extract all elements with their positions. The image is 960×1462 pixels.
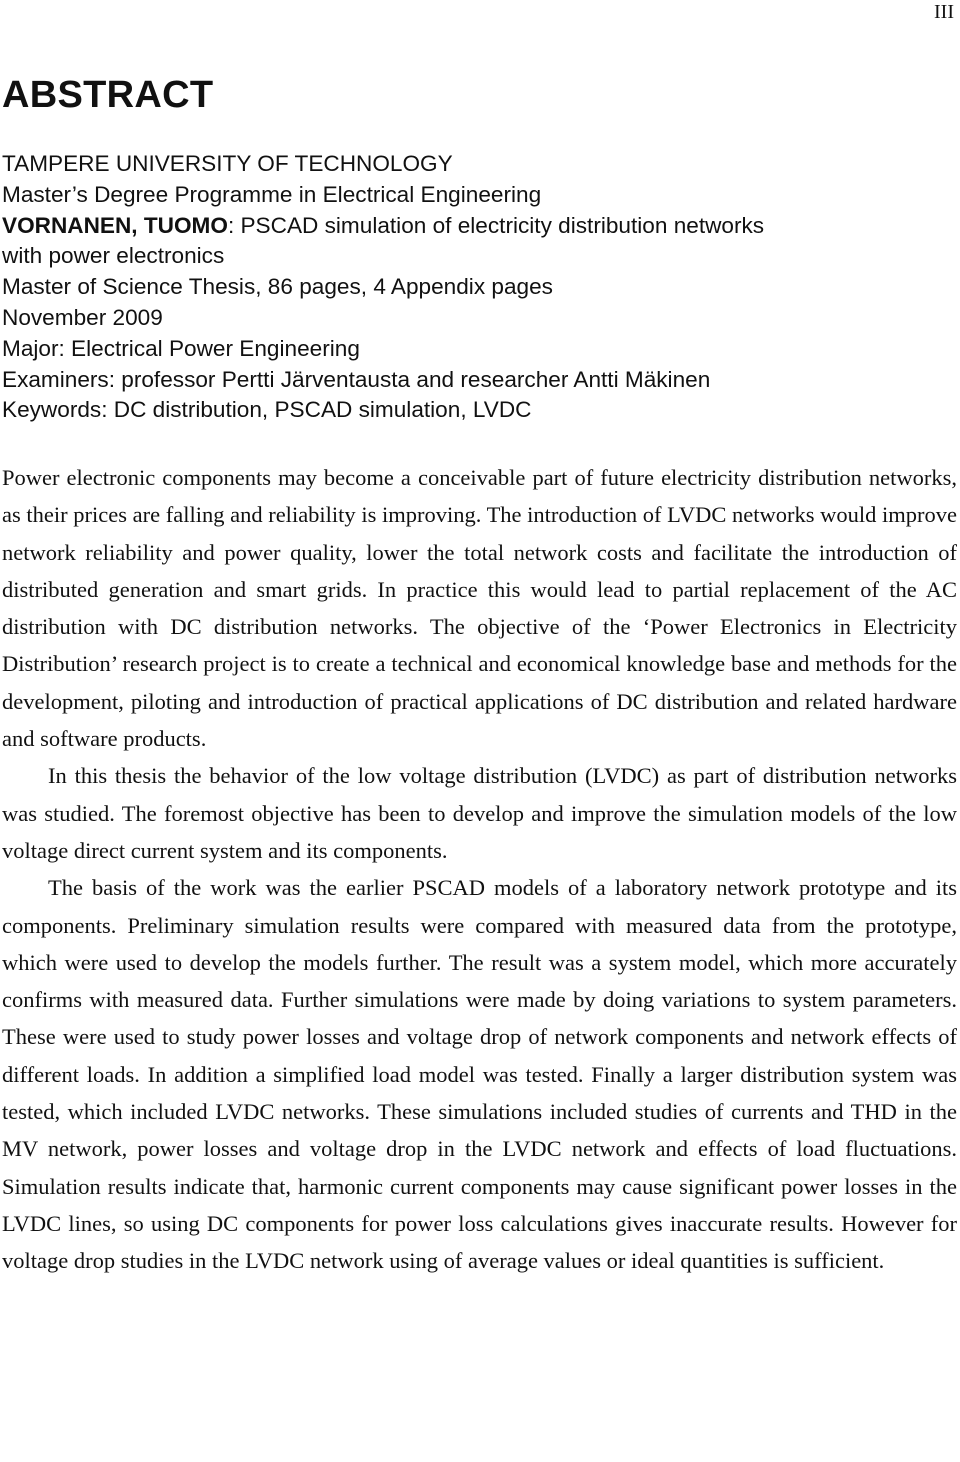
university-name: TAMPERE UNIVERSITY OF TECHNOLOGY [2, 151, 453, 176]
thesis-title-continued: with power electronics [2, 243, 225, 269]
abstract-paragraph: Power electronic components may become a conceivable part of future electricity distribution networks, as their prices are falling and reliability is improving. The introduction of LVDC networks would improve network reliability and power quality, lower the total network costs and facilitate the introduction of distributed generation and smart grids. In practice this would lead to partial replacement of the AC distribution with DC distribution networks. The objective of the ‘Power Electronics in Electricity Distribution’ research project is to create a technical and economical knowledge base and methods for the development, piloting and introduction of practical applications of DC distribution and related hardware and software products. [2, 465, 957, 752]
degree-programme: Master’s Degree Programme in Electrical Engineering [2, 181, 542, 207]
author-name: VORNANEN, TUOMO [2, 212, 228, 238]
page-number: III [934, 1, 954, 23]
abstract-body [2, 459, 957, 1280]
abstract-heading: ABSTRACT [2, 74, 214, 116]
examiners: Examiners: professor Pertti Järventausta and researcher Antti Mäkinen [2, 366, 711, 392]
abstract-paragraph: The basis of the work was the earlier PSCAD models of a laboratory network prototype and its components. Preliminary simulation results were compared with measured data from the prototype, which were used to develop the models further. The result was a system model, which more accurately confirms with measured data. Further simulations were made by doing variations to system parameters. These were used to study power losses and voltage drop of network components and network effects of different loads. In addition a simplified load model was tested. Finally a larger distribution system was tested, which included LVDC networks. These simulations included studies of currents and THD in the MV network, power losses and voltage drop in the LVDC network and effects of load fluctuations. Simulation results indicate that, harmonic current components may cause significant power losses in the LVDC lines, so using DC components for power loss calculations gives inaccurate results. However for voltage drop studies in the LVDC network using of average values or ideal quantities is sufficient. [2, 875, 957, 1274]
abstract-paragraph: In this thesis the behavior of the low voltage distribution (LVDC) as part of distribution networks was studied. The foremost objective has been to develop and improve the simulation models of the low voltage direct current system and its components. [2, 763, 957, 863]
keywords: Keywords: DC distribution, PSCAD simulation, LVDC [2, 397, 532, 423]
major-subject: Major: Electrical Power Engineering [2, 335, 360, 361]
thesis-metadata [2, 149, 958, 426]
author-title-line [2, 211, 958, 242]
thesis-info: Master of Science Thesis, 86 pages, 4 Appendix pages [2, 274, 553, 300]
thesis-date: November 2009 [2, 304, 163, 330]
thesis-title: : PSCAD simulation of electricity distribution networks [227, 212, 765, 238]
